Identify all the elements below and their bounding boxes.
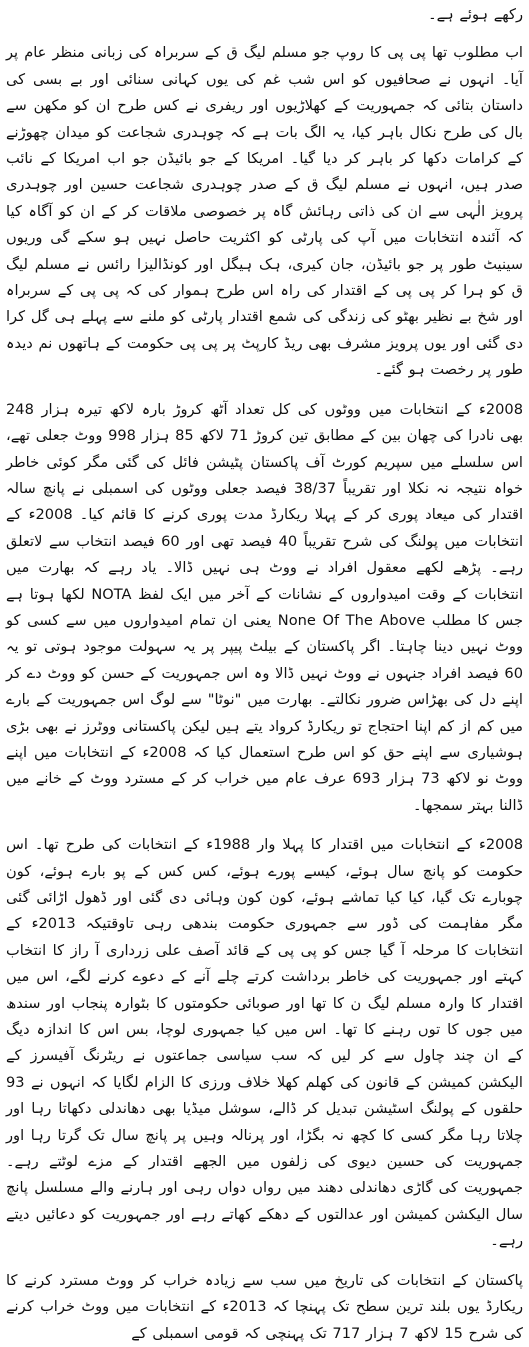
article-paragraph: 2008ء کے انتخابات میں ووٹوں کی کل تعداد آٹھ کروڑ بارہ لاکھ تیرہ ہزار 248 بھی نادرا کی چھان بین کے مطابق تین کروڑ 71 لاکھ 85 ہزار 998 ووٹ جعلی تھے، اس سلسلے میں سپریم کورٹ آف پاکستان پٹیشن فائل کی گئی مگر کوئی خاطر خواہ نتیجہ نہ نکلا اور تقریباً 38/37 فیصد جعلی ووٹوں کی اسمبلی نے پانچ سالہ اقتدار کی میعاد پوری کر کے پہلا ریکارڈ مدت پوری کرنے کا قائم کیا۔ 2008ء کے انتخابات میں پولنگ کی شرح تقریباً 40 فیصد تھی اور 60 فیصد انتخاب سے لاتعلق رہے۔ پڑھے لکھے معقول افراد نے ووٹ ہی نہیں ڈالا۔ یاد رہے کہ بھارت میں انتخابات کے وقت امیدواروں کے نشانات کے آخر میں ایک لفظ NOTA لکھا ہوتا ہے جس کا مطلب None Of The Above یعنی ان تمام امیدواروں میں سے کسی کو ووٹ نہیں دینا چاہتا۔ اگر پاکستان کے بیلٹ پیپر پر یہ سہولت موجود ہوتی تو یہ 60 فیصد افراد جنہوں نے ووٹ نہیں ڈالا وہ اس جمہوریت کے حسن کو ووٹ دے کر اپنے دل کی بھڑاس ضرور نکالتے۔ بھارت میں "نوٹا" سے لوگ اس جمہوریت کے بارے میں کم از کم اپنا احتجاج تو ریکارڈ کرواد یتے ہیں لیکن پاکستانی ووٹرز نے بھی بڑی ہوشیاری سے اپنے حق کو اس طرح استعمال کیا کہ 2008ء کے انتخابات میں اپنے ووٹ نو لاکھ 73 ہزار 693 عرف عام میں خراب کر کے مسترد ووٹ کے خانے میں ڈالنا بہتر سمجھا۔ <box>6 400 524 814</box>
article-paragraph: پاکستان کے انتخابات کی تاریخ میں سب سے زیادہ خراب کر ووٹ مسترد کرنے کا ریکارڈ یوں بلند ترین سطح تک پہنچا کہ 2013ء کے انتخابات میں ووٹ خراب کرنے کی شرح 15 لاکھ 7 ہزار 717 تک پہنچی کہ قومی اسمبلی کے <box>6 1271 523 1342</box>
article-paragraph: 2008ء کے انتخابات میں اقتدار کا پہلا وار 1988ء کے انتخابات کی طرح تھا۔ اس حکومت کو پانچ سال ہوئے، کیسے پورے ہوئے، کس کس کے پو بارے ہوئے، کون چوبارے تک گیا، کیا کیا تماشے ہوئے، کون کون وہائی دی گئی اور ڈھول اڑائی گئی مگر مفاہمت کی ڈور سے جمہوری حکومت بندھی رہی تاوقتیکہ 2013ء کے انتخابات کا مرحلہ آ گیا جس کو پی پی کے قائد آصف علی زرداری آ راز کا انتخاب کہتے اور جمہوریت کی خاطر برداشت کرتے چلے آنے کے دعوے کرنے لگے، اس میں اقتدار کا وارہ مسلم لیگ ن کا تھا اور صوبائی حکومتوں کا بٹوارہ پنجاب اور سندھ میں جوں کا توں رہنے کا تھا۔ اس میں کیا جمہوری لوچا، بس اس کا اندازہ دیگ کے ان چند چاول سے کر لیں کہ سب سیاسی جماعتوں نے ریٹرنگ آفیسرز کے الیکشن کمیشن کے قانون کی کھلم کھلا خلاف ورزی کا الزام لگایا کہ انہوں نے 93 حلقوں کے پولنگ اسٹیشن تبدیل کر ڈالے، سوشل میڈیا بھی دھاندلی دکھاتا رہا اور چلاتا رہا مگر کسی کا کچھ نہ بگڑا، اور پرنالہ وہیں پر پانچ سال تک گرتا رہا اور جمہوریت کی حسین دیوی کی زلفوں میں الجھے اقتدار کے مزے لوٹتے رہے۔ جمہوریت کی گاڑی دھاندلی دھند میں رواں دواں رہی اور ہارنے والے مسلسل پانچ سال الیکشن کمیشن اور عدالتوں کے دھکے کھاتے رہے اور جمہوریت کو دعائیں دیتے رہے۔ <box>6 836 524 1250</box>
article-paragraph-intro: رکھے ہوئے ہے۔ <box>428 6 523 23</box>
article-paragraph: اب مطلوب تھا پی پی کا روپ جو مسلم لیگ ق کے سربراہ کی زبانی منظر عام پر آیا۔ انہوں نے صحافیوں کو اس شب غم کی یوں کہانی سنائی اور بے بسی کی داستان بتائی کہ جمہوریت کے کھلاڑیوں اور ریفری نے کس طرح ان کو مکھن سے بال کی طرح نکال باہر کیا، یہ الگ بات ہے کہ چوہدری شجاعت کو میدان چھوڑنے کے کرامات دکھا کر باہر کر دیا گیا۔ امریکا کے جو بائیڈن جو اب امریکا کے نائب صدر ہیں، انہوں نے مسلم لیگ ق کے صدر چوہدری شجاعت حسین اور چوہدری پرویز الٰہی سے ان کی ذاتی رہائش گاہ پر خصوصی ملاقات کر کے ان کو آگاہ کیا کہ آئندہ انتخابات میں آپ کی پارٹی کو اکثریت حاصل نہیں ہو سکے گی وریوں سینیٹ طور پر جو بائیڈن، جان کیری، ہک ہیگل اور کونڈالیزا رائس نے مسلم لیگ ق کو ہرا کر پی پی کے اقتدار کی راہ اس طرح ہموار کی کہ پی پی کے سربراہ اور شخ بے نظیر بھٹو کی زندگی کی شمع اقتدار پارٹی کو ملنے سے پہلے ہی گل کرا دی گئی اور یوں پرویز مشرف بھی ریڈ کارپٹ پر پی پی حکومت کے ہاتھوں نم دیدہ طور پر رخصت ہو گئے۔ <box>6 44 523 379</box>
